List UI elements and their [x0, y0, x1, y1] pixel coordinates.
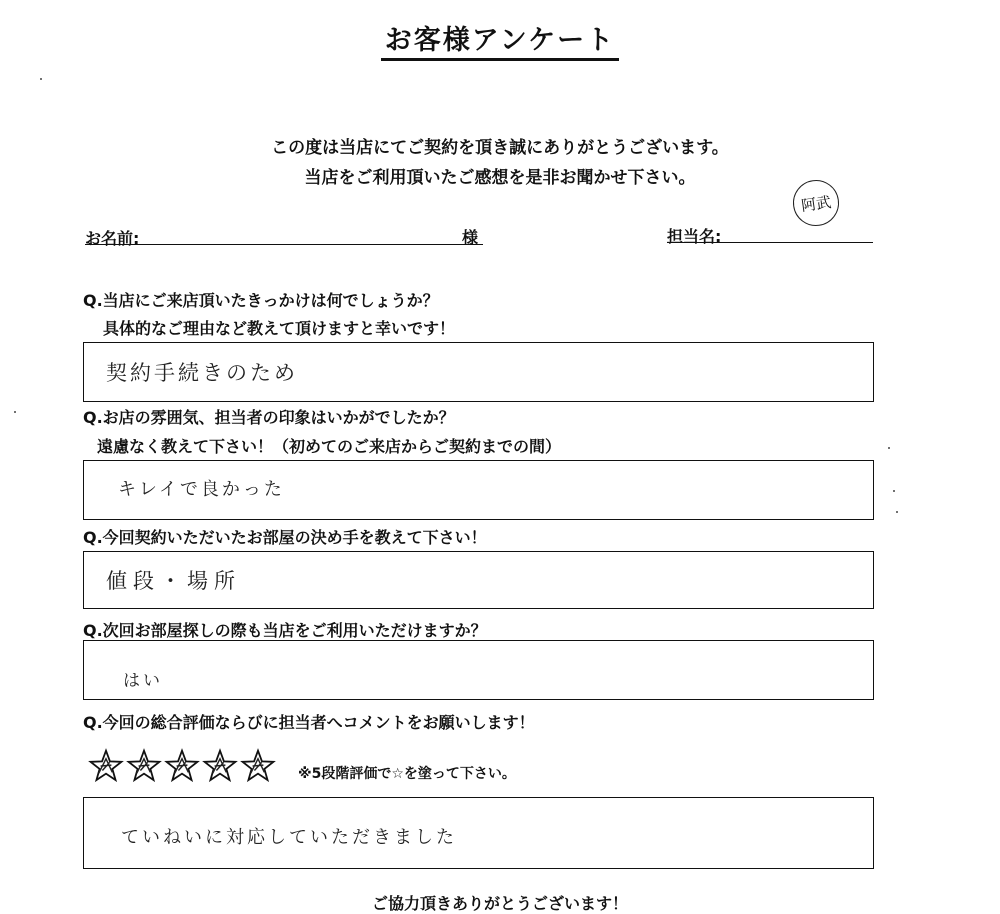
star-rating[interactable] — [88, 748, 276, 784]
name-suffix: 様 — [462, 228, 479, 247]
scan-speck — [896, 511, 898, 513]
rating-star-icon[interactable] — [202, 748, 238, 784]
scan-speck — [888, 447, 890, 449]
name-field-label: お名前: — [85, 229, 140, 248]
answer-box-4[interactable] — [83, 640, 874, 700]
thank-you-footer: ご協力頂きありがとうございます！ — [371, 894, 628, 913]
name-underline — [85, 244, 483, 245]
scan-speck — [893, 490, 895, 492]
answer-4-text: はい — [123, 671, 163, 691]
question-2-line-1: Q.お店の雰囲気、担当者の印象はいかがでしたか？ — [83, 408, 455, 427]
answer-2-text: キレイで良かった — [118, 479, 285, 500]
scan-speck — [14, 411, 16, 413]
answer-5-text: ていねいに対応していただきました — [121, 827, 457, 848]
intro-line-2: 当店をご利用頂いたご感想を是非お聞かせ下さい。 — [304, 168, 696, 188]
question-1-line-2: 具体的なご理由など教えて頂けますと幸いです！ — [103, 319, 456, 338]
intro-line-1: この度は当店にてご契約を頂き誠にありがとうございます。 — [271, 138, 729, 158]
scan-speck — [40, 78, 42, 80]
stamp-text: 阿武 — [799, 192, 833, 215]
survey-title-text: お客様アンケート — [381, 25, 619, 61]
question-2-line-2: 遠慮なく教えて下さい！（初めてのご来店からご契約までの間） — [97, 437, 562, 456]
answer-1-text: 契約手続きのため — [106, 361, 298, 385]
answer-3-text: 値段・場所 — [106, 569, 241, 593]
question-1-line-1: Q.当店にご来店頂いたきっかけは何でしょうか？ — [83, 291, 439, 310]
question-5-line-1: Q.今回の総合評価ならびに担当者へコメントをお願いします！ — [83, 713, 535, 732]
question-4-line-1: Q.次回お部屋探しの際も当店をご利用いただけますか？ — [83, 621, 487, 640]
rating-star-icon[interactable] — [240, 748, 276, 784]
staff-field-label: 担当名: — [667, 227, 722, 246]
staff-field-line[interactable] — [667, 242, 873, 243]
rating-star-icon[interactable] — [164, 748, 200, 784]
rating-star-icon[interactable] — [126, 748, 162, 784]
question-3-line-1: Q.今回契約いただいたお部屋の決め手を教えて下さい！ — [83, 528, 487, 547]
rating-star-icon[interactable] — [88, 748, 124, 784]
survey-title — [0, 18, 1000, 57]
rating-instruction: ※5段階評価で☆を塗って下さい。 — [298, 766, 516, 782]
